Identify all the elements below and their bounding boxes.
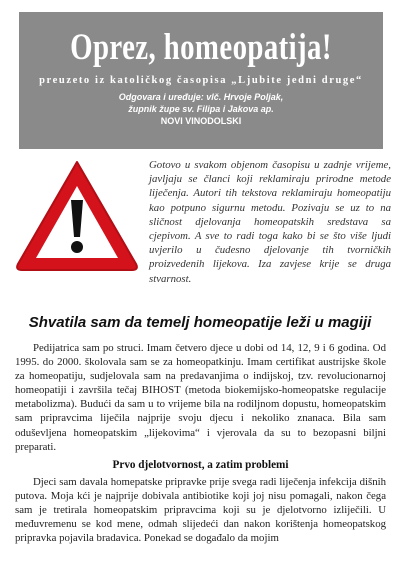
paragraph-1: Pedijatrica sam po struci. Imam četvero djece u dobi od 14, 12, 9 i 6 godina. Od 1995. do 2000. školovala sam se za homeopatkinju. Imam certifikat austrijske škole za homeopatiju, sudjelovala sam na predavanjima o indijskoj, tzv. revolucionarnoj homeopatiji i završila tečaj BIHOST (metoda biokemijsko-homeopatske regulacije metabolizma). Budući da sam u to vrijeme bila na rodiljnom dopustu, homeopatskim sam pripravcima liječila najprije svoju djecu i nekoliko znanaca. Bila sam oduševljena homeopatskim „lijekovima“ i vjerovala da su to bezopasni biljni preparati. (15, 342, 386, 453)
credits (19, 91, 383, 127)
credit-parish: župnik župe sv. Filipa i Jakova ap. (128, 104, 274, 114)
credit-town: NOVI VINODOLSKI (160, 116, 242, 126)
header-banner (19, 12, 383, 149)
paragraph-2: Djeci sam davala homepatske pripravke prije svega radi liječenja infekcija dišnih putova. Moja kći je najprije dobivala antibiotike koji joj nisu pomagali, nakon čega sam je tretirala homeopatskim pripravcima koji su je djelotvorno izliječili. U međuvremenu se kod mene, odmah slijedeći dan nakon korištenja homeopatskog pripravka pojavila bradavica. Ponekad se događalo da mojim (15, 475, 386, 545)
page-title: Oprez, homeopatija! (70, 27, 332, 68)
credit-editor: Odgovara i uređuje: vlč. Hrvoje Poljak, (118, 92, 284, 102)
section-subheading: Prvo djelotvornost, a zatim problemi (112, 458, 289, 471)
warning-sign-icon (10, 152, 144, 276)
intro-text: Gotovo u svakom objenom časopisu u zadnje vrijeme, javljaju se članci koji reklamiraju prirodne metode liječenja. Autori tih tekstova reklamiraju homeopatiju kao potpuno sigurnu metodu. Pozivaju se uz to na sličnost djelovanja homeopatskih sredstava sa cjepivom. A sve to radi toga kako bi se što više ljudi uvjerilo u čudesno djelovanje tih tvorničkih proizvedenih lijekova. Iza zavjese krije se druga stvarnost. (149, 159, 391, 285)
source-subtitle: preuzeto iz katoličkog časopisa „Ljubite jedni druge“ (39, 75, 363, 86)
article-headline: Shvatila sam da temelj homeopatije leži u magiji (28, 314, 372, 331)
article-body (15, 341, 386, 545)
